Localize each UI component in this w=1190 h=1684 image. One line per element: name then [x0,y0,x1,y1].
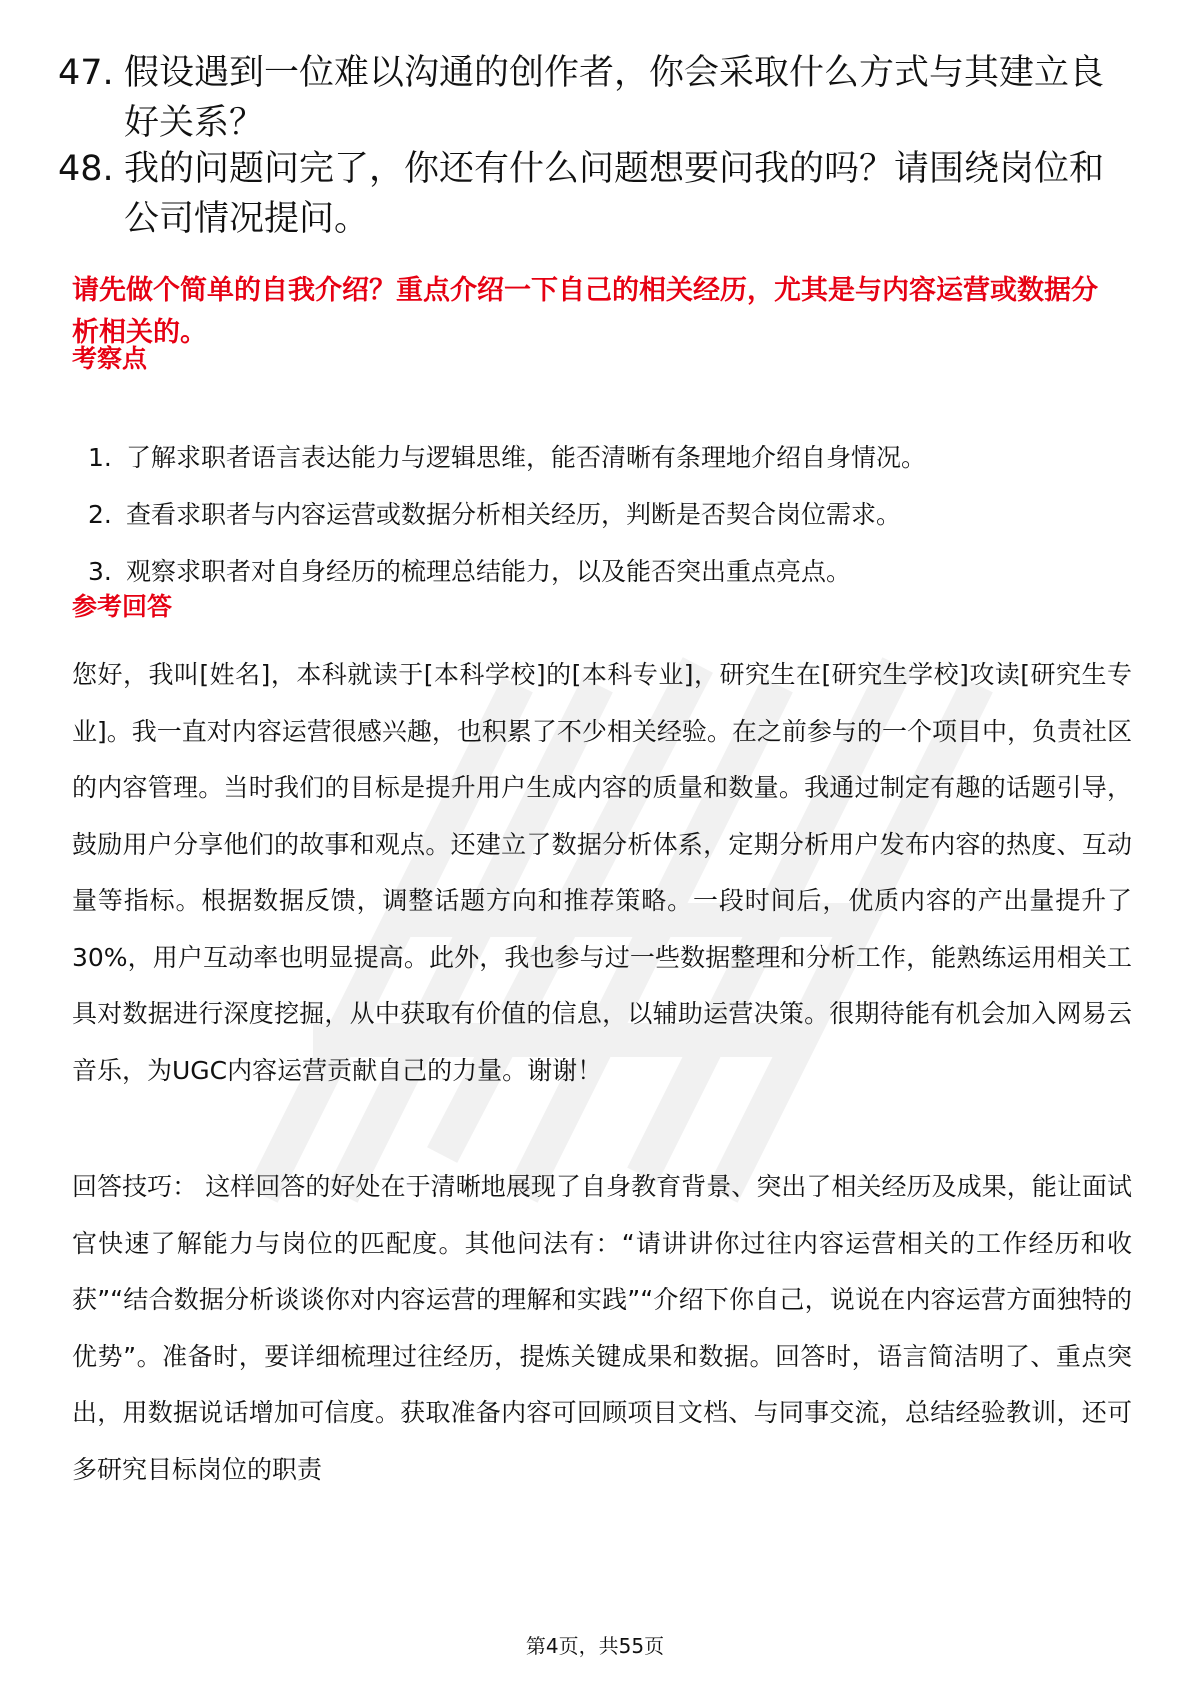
page-number-footer: 第4页，共55页 [525,1634,665,1658]
current-question-heading: 请先做个简单的自我介绍？重点介绍一下自己的相关经历，尤其是与内容运营或数据分析相关的。 [72,275,1098,348]
list-item [88,554,1128,590]
question-number: 47. [58,53,114,93]
list-item [88,497,1128,533]
reference-answer-paragraph: 您好，我叫[姓名]，本科就读于[本科学校]的[本科专业]，研究生在[研究生学校]攻读[研究生专业]。我一直对内容运营很感兴趣，也积累了不少相关经验。在之前参与的一个项目中，负责社区的内容管理。当时我们的目标是提升用户生成内容的质量和数量。我通过制定有趣的话题引导，鼓励用户分享他们的故事和观点。还建立了数据分析体系，定期分析用户发布内容的热度、互动量等指标。根据数据反馈，调整话题方向和推荐策略。一段时间后，优质内容的产出量提升了30%，用户互动率也明显提高。此外，我也参与过一些数据整理和分析工作，能熟练运用相关工具对数据进行深度挖掘，从中获取有价值的信息，以辅助运营决策。很期待能有机会加入网易云音乐，为UGC内容运营贡献自己的力量。谢谢！ [72,660,1132,1085]
question-text: 我的问题问完了，你还有什么问题想要问我的吗？请围绕岗位和公司情况提问。 [124,149,1105,239]
assessment-heading: 考察点 [72,344,148,373]
question-text: 假设遇到一位难以沟通的创作者，你会采取什么方式与其建立良好关系？ [124,53,1105,143]
question-item-48 [58,144,1118,244]
point-text: 了解求职者语言表达能力与逻辑思维，能否清晰有条理地介绍自身情况。 [126,443,927,472]
point-number: 2. [88,500,112,529]
answer-tips-paragraph: 回答技巧： 这样回答的好处在于清晰地展现了自身教育背景、突出了相关经历及成果，能让面试官快速了解能力与岗位的匹配度。其他问法有：“请讲讲你过往内容运营相关的工作经历和收获”“结合数据分析谈谈你对内容运营的理解和实践”“介绍下你自己，说说在内容运营方面独特的优势”。准备时，要详细梳理过往经历，提炼关键成果和数据。回答时，语言简洁明了、重点突出，用数据说话增加可信度。获取准备内容可回顾项目文档、与同事交流，总结经验教训，还可多研究目标岗位的职责 [72,1172,1132,1484]
reference-answer-heading: 参考回答 [72,592,173,621]
point-number: 3. [88,557,112,586]
question-number: 48. [58,149,114,189]
assessment-points-list [88,440,1128,611]
point-text: 查看求职者与内容运营或数据分析相关经历，判断是否契合岗位需求。 [126,500,902,529]
list-item [88,440,1128,476]
question-item-47 [58,48,1118,148]
point-number: 1. [88,443,112,472]
point-text: 观察求职者对自身经历的梳理总结能力，以及能否突出重点亮点。 [126,557,852,586]
